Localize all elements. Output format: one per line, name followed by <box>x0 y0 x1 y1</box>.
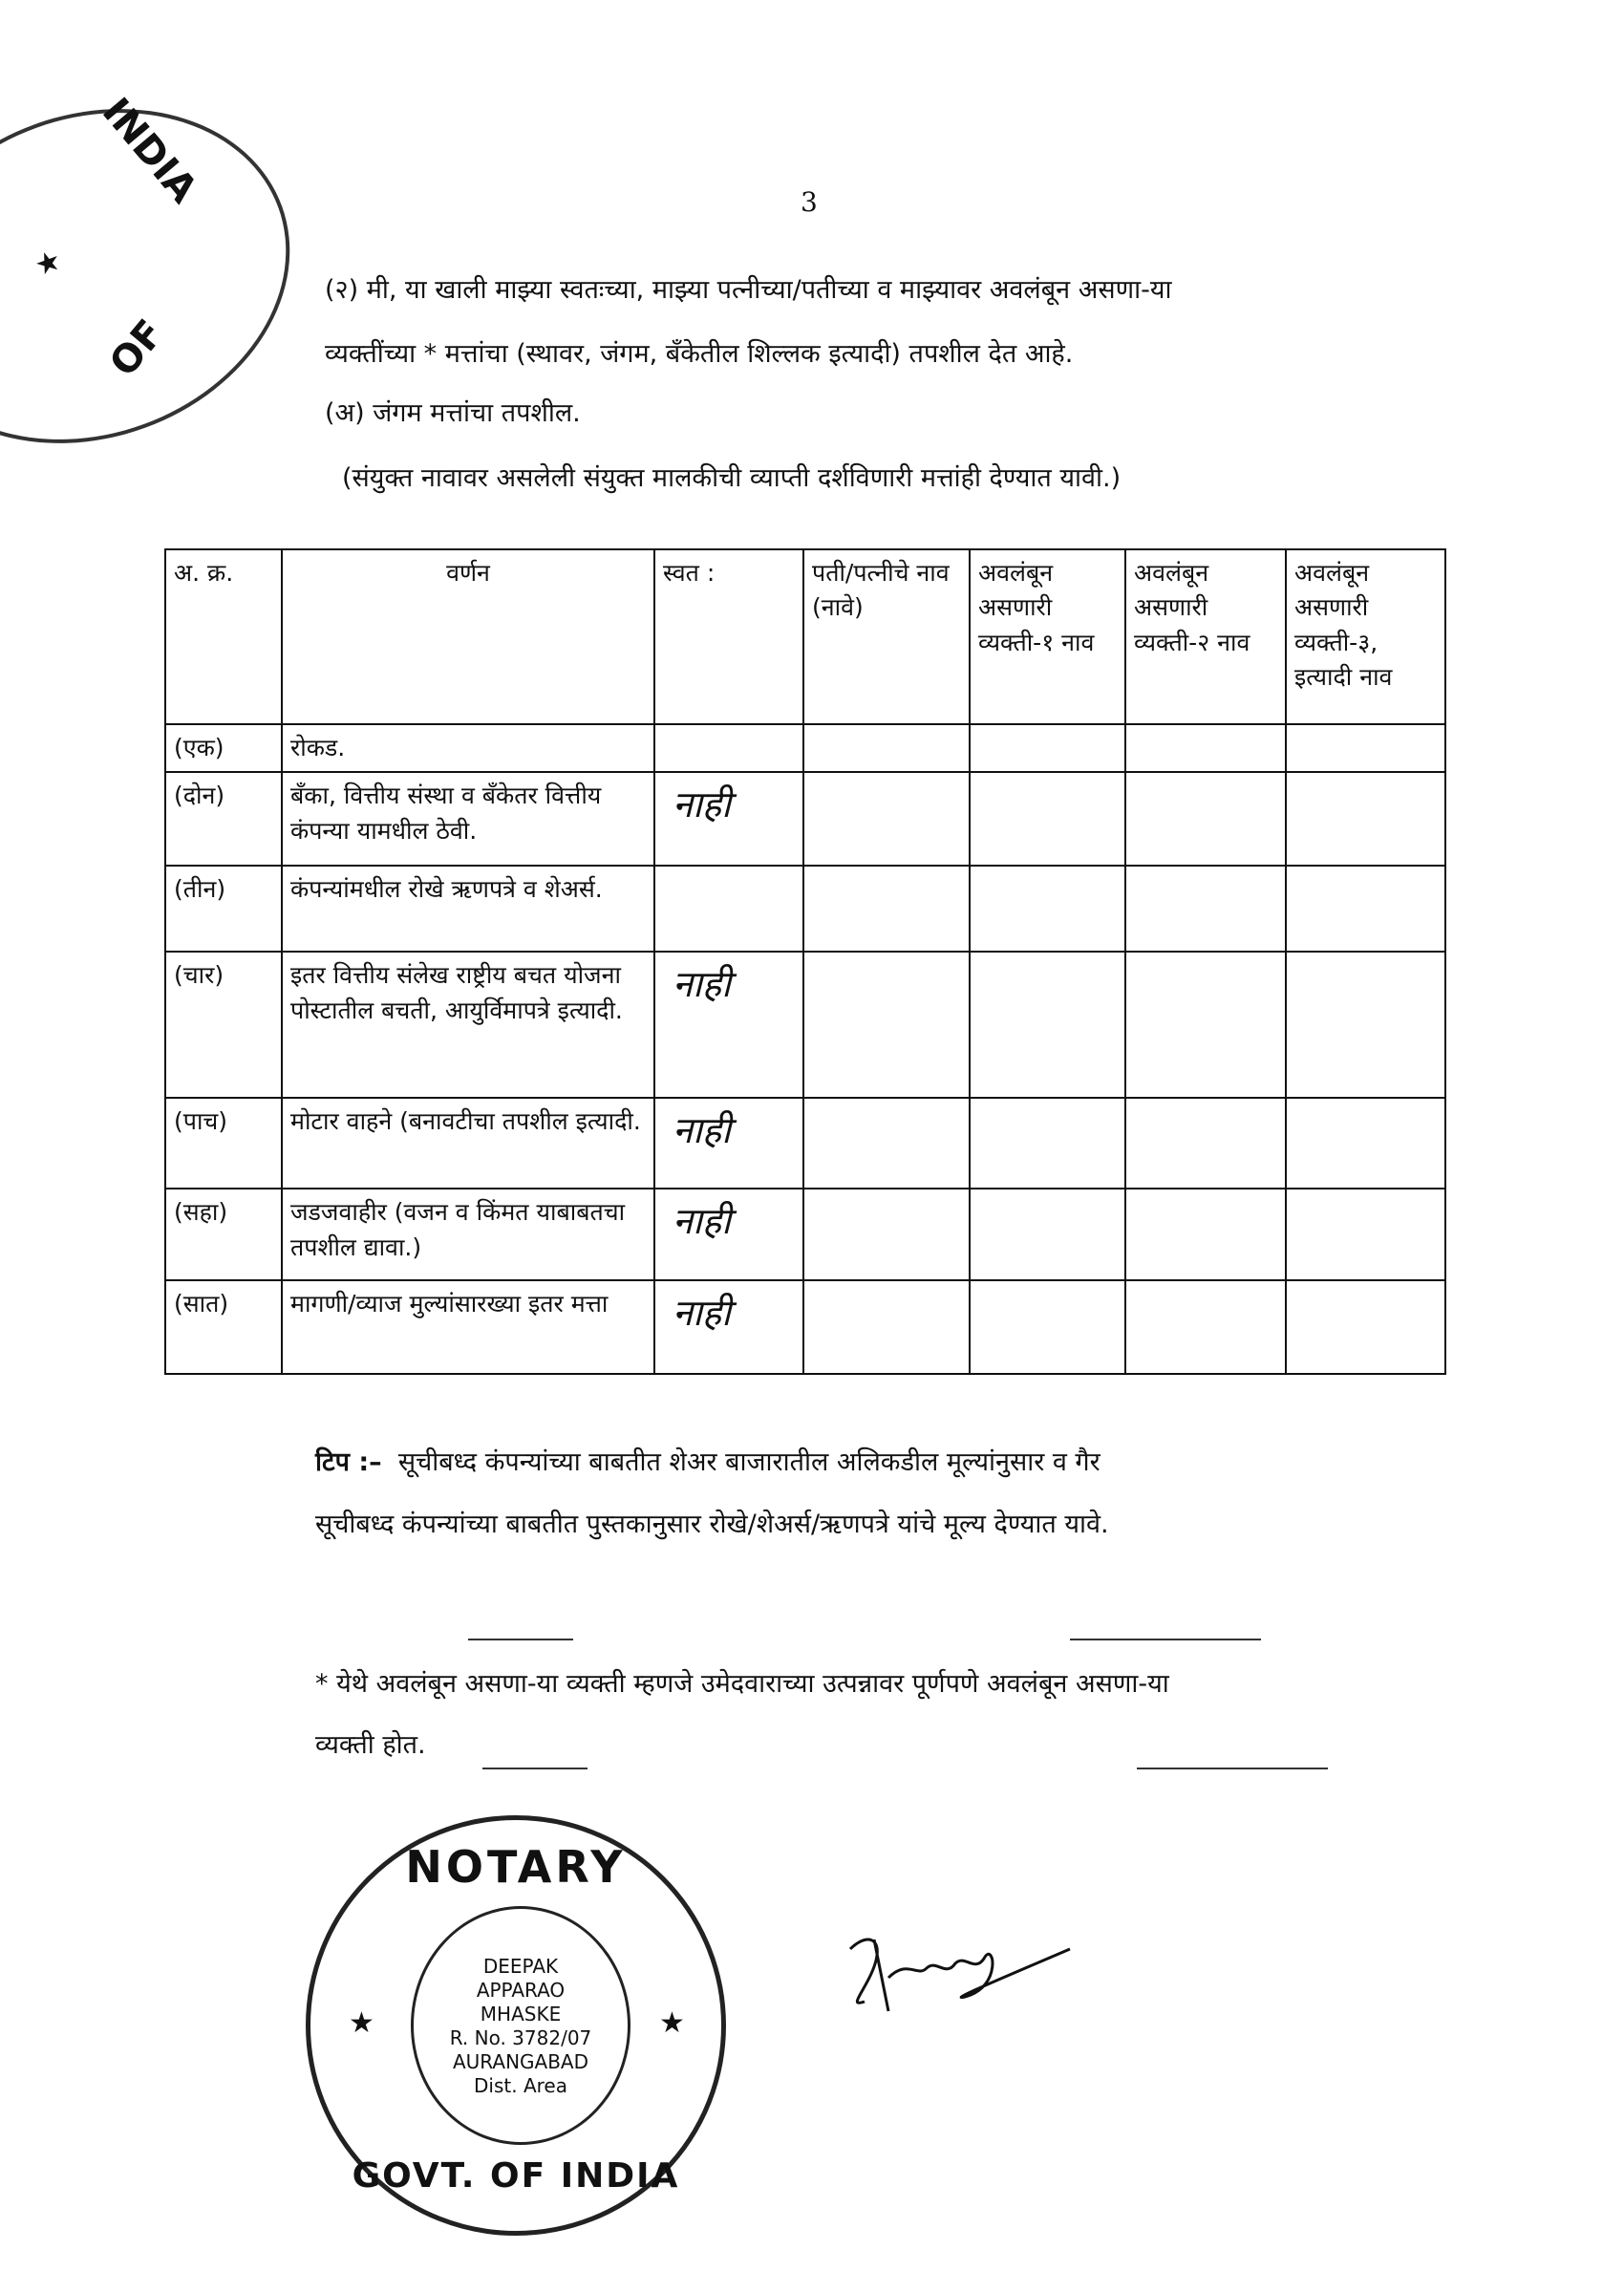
empty-cell <box>803 772 970 866</box>
stamp-inner-line: DEEPAK <box>482 1955 559 1978</box>
description-cell: मागणी/व्याज मुल्यांसारख्या इतर मत्ता <box>282 1280 654 1374</box>
header-self: स्वत : <box>654 549 803 724</box>
empty-cell <box>970 952 1125 1098</box>
empty-cell <box>1286 952 1445 1098</box>
empty-cell <box>803 1098 970 1189</box>
description-cell: बँका, वित्तीय संस्था व बँकेतर वित्तीय कंपन्या यामधील ठेवी. <box>282 772 654 866</box>
self-cell: नाही <box>654 952 803 1098</box>
description-cell: जडजवाहीर (वजन व किंमत याबाबतचा तपशील द्यावा.) <box>282 1189 654 1280</box>
table-row <box>165 1280 1445 1374</box>
empty-cell <box>1125 772 1286 866</box>
notary-stamp <box>306 1815 726 2236</box>
empty-cell <box>970 772 1125 866</box>
stamp-inner-line: R. No. 3782/07 <box>449 2026 592 2049</box>
empty-cell <box>1125 1280 1286 1374</box>
stamp-inner-circle <box>411 1906 630 2145</box>
description-cell: इतर वित्तीय संलेख राष्ट्रीय बचत योजना पोस्टातील बचती, आयुर्विमापत्रे इत्यादी. <box>282 952 654 1098</box>
stamp-inner-line: AURANGABAD <box>452 2050 589 2073</box>
tip-text-1: सूचीबध्द कंपन्यांच्या बाबतीत शेअर बाजारातील अलिकडील मूल्यांनुसार व गैर <box>397 1447 1100 1477</box>
serial-cell: (सात) <box>165 1280 282 1374</box>
serial-cell: (पाच) <box>165 1098 282 1189</box>
description-cell: रोकड. <box>282 724 654 772</box>
empty-cell <box>970 724 1125 772</box>
description-cell: कंपन्यांमधील रोखे ऋणपत्रे व शेअर्स. <box>282 866 654 952</box>
footnote-line-2: व्यक्ती होत. <box>315 1730 426 1760</box>
tip-label: टिप :– <box>315 1447 382 1477</box>
empty-cell <box>1125 952 1286 1098</box>
header-description: वर्णन <box>282 549 654 724</box>
empty-cell <box>1286 1098 1445 1189</box>
serial-cell: (चार) <box>165 952 282 1098</box>
stamp-bottom-text: GOVT. OF INDIA <box>352 2156 680 2196</box>
divider <box>1137 1768 1328 1769</box>
description-cell: मोटार वाहने (बनावटीचा तपशील इत्यादी. <box>282 1098 654 1189</box>
empty-cell <box>1125 1098 1286 1189</box>
intro-line-1: (२) मी, या खाली माझ्या स्वतःच्या, माझ्या पत्नीच्या/पतीच्या व माझ्यावर अवलंबून असणा-या <box>325 275 1172 305</box>
movable-assets-table <box>164 548 1446 1375</box>
stamp-top-text: NOTARY <box>405 1841 627 1893</box>
serial-cell: (तीन) <box>165 866 282 952</box>
divider <box>468 1639 573 1640</box>
empty-cell <box>803 866 970 952</box>
self-cell: नाही <box>654 1189 803 1280</box>
intro-line-4: (संयुक्त नावावर असलेली संयुक्त मालकीची व्याप्ती दर्शविणारी मत्तांही देण्यात यावी.) <box>342 463 1122 493</box>
table-row <box>165 724 1445 772</box>
header-dependent-1: अवलंबून असणारी व्यक्ती-१ नाव <box>970 549 1125 724</box>
intro-line-2: व्यक्तींच्या * मत्तांचा (स्थावर, जंगम, बँकेतील शिल्लक इत्यादी) तपशील देत आहे. <box>325 339 1074 369</box>
stamp-inner-line: APPARAO <box>476 1979 566 2002</box>
self-cell <box>654 724 803 772</box>
self-cell <box>654 866 803 952</box>
empty-cell <box>803 1280 970 1374</box>
table-row <box>165 1189 1445 1280</box>
empty-cell <box>1286 1280 1445 1374</box>
self-cell: नाही <box>654 1098 803 1189</box>
signature <box>831 1920 1079 2025</box>
corner-notary-stamp: INDIA OF ★ <box>0 54 337 498</box>
footnote-line-1: * येथे अवलंबून असणा-या व्यक्ती म्हणजे उमेदवाराच्या उत्पन्नावर पूर्णपणे अवलंबून असणा-या <box>315 1669 1169 1699</box>
table-row <box>165 866 1445 952</box>
header-serial: अ. क्र. <box>165 549 282 724</box>
page-number: 3 <box>801 186 818 218</box>
header-dependent-3: अवलंबून असणारी व्यक्ती-३, इत्यादी नाव <box>1286 549 1445 724</box>
empty-cell <box>970 1280 1125 1374</box>
empty-cell <box>1286 724 1445 772</box>
empty-cell <box>803 724 970 772</box>
stamp-inner-line: MHASKE <box>480 2003 562 2025</box>
serial-cell: (दोन) <box>165 772 282 866</box>
empty-cell <box>1125 1189 1286 1280</box>
star-icon: ★ <box>659 2006 685 2040</box>
empty-cell <box>1286 772 1445 866</box>
tip-line-2: सूचीबध्द कंपन्यांच्या बाबतीत पुस्तकानुसार रोखे/शेअर्स/ऋणपत्रे यांचे मूल्य देण्यात यावे. <box>315 1510 1109 1539</box>
empty-cell <box>1286 1189 1445 1280</box>
table-row <box>165 772 1445 866</box>
self-cell: नाही <box>654 1280 803 1374</box>
tip-line-1 <box>315 1443 1100 1478</box>
empty-cell <box>803 952 970 1098</box>
empty-cell <box>970 866 1125 952</box>
divider <box>482 1768 588 1769</box>
stamp-inner-line: Dist. Area <box>474 2074 567 2097</box>
empty-cell <box>970 1098 1125 1189</box>
serial-cell: (सहा) <box>165 1189 282 1280</box>
empty-cell <box>803 1189 970 1280</box>
self-cell: नाही <box>654 772 803 866</box>
header-spouse: पती/पत्नीचे नाव (नावे) <box>803 549 970 724</box>
table-row <box>165 1098 1445 1189</box>
empty-cell <box>970 1189 1125 1280</box>
header-dependent-2: अवलंबून असणारी व्यक्ती-२ नाव <box>1125 549 1286 724</box>
empty-cell <box>1286 866 1445 952</box>
table-row <box>165 952 1445 1098</box>
star-icon: ★ <box>349 2006 374 2040</box>
table-header-row <box>165 549 1445 724</box>
serial-cell: (एक) <box>165 724 282 772</box>
empty-cell <box>1125 866 1286 952</box>
empty-cell <box>1125 724 1286 772</box>
intro-line-3: (अ) जंगम मत्तांचा तपशील. <box>325 398 581 428</box>
divider <box>1070 1639 1261 1640</box>
